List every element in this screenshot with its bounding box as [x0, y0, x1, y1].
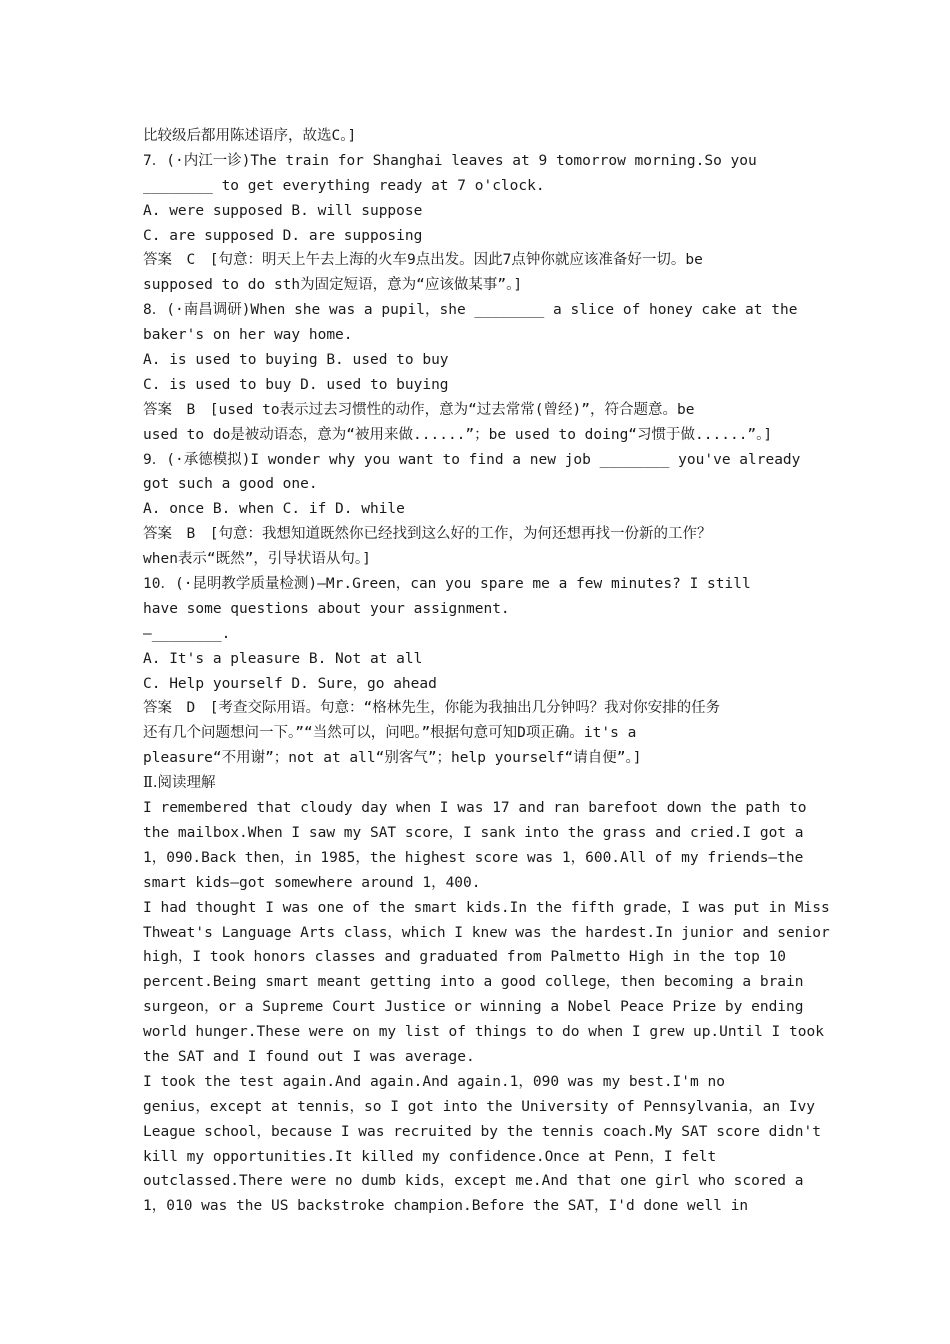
passage-line: I had thought I was one of the smart kids.In the fifth grade，I was put in Miss — [143, 899, 830, 916]
answer-line: 答案 C [句意：明天上午去上海的火车9点出发。因此7点钟你就应该准备好一切。be — [143, 252, 703, 269]
passage-line: the SAT and I found out I was average. — [143, 1048, 475, 1065]
passage-line: outclassed.There were no dumb kids，except me.And that one girl who scored a — [143, 1173, 804, 1190]
passage-line: smart kids—got somewhere around 1，400. — [143, 874, 481, 891]
option-line: A. It's a pleasure B. Not at all — [143, 650, 423, 667]
text-line: supposed to do sth为固定短语，意为“应该做某事”。] — [143, 277, 523, 294]
text-line: when表示“既然”，引导状语从句。] — [143, 551, 371, 568]
passage-line: world hunger.These were on my list of things to do when I grew up.Until I took — [143, 1024, 824, 1041]
passage-line: surgeon，or a Supreme Court Justice or winning a Nobel Peace Prize by ending — [143, 999, 804, 1016]
passage-line: Thweat's Language Arts class，which I knew was the hardest.In junior and senior — [143, 924, 830, 941]
passage-line: 1，090.Back then，in 1985，the highest score was 1，600.All of my friends—the — [143, 849, 804, 866]
passage-line: 1，010 was the US backstroke champion.Before the SAT，I'd done well in — [143, 1198, 749, 1215]
option-line: C. is used to buy D. used to buying — [143, 376, 449, 393]
text-line: 还有几个问题想问一下。”“当然可以，问吧。”根据句意可知D项正确。it's a — [143, 725, 637, 742]
text-line: 比较级后都用陈述语序，故选C。] — [143, 128, 357, 144]
text-line: baker's on her way home. — [143, 327, 353, 344]
option-line: C. are supposed D. are supposing — [143, 227, 423, 244]
option-line: A. once B. when C. if D. while — [143, 501, 405, 518]
document-page — [143, 124, 830, 1219]
question-7-line: 7．(·内江一诊)The train for Shanghai leaves at 9 tomorrow morning.So you — [143, 152, 757, 169]
text-line: —________. — [143, 625, 231, 642]
option-line: A. were supposed B. will suppose — [143, 202, 423, 219]
answer-line: 答案 D [考查交际用语。句意：“格林先生，你能为我抽出几分钟吗？我对你安排的任务 — [143, 700, 721, 717]
text-line: got such a good one. — [143, 476, 318, 493]
option-line: C. Help yourself D. Sure，go ahead — [143, 675, 437, 692]
passage-line: I took the test again.And again.And again.1，090 was my best.I'm no — [143, 1073, 725, 1090]
passage-line: genius，except at tennis，so I got into the University of Pennsylvania，an Ivy — [143, 1098, 816, 1115]
passage-line: League school，because I was recruited by the tennis coach.My SAT score didn't — [143, 1123, 821, 1140]
passage-line: percent.Being smart meant getting into a good college，then becoming a brain — [143, 974, 804, 991]
text-line: pleasure“不用谢”；not at all“别客气”；help yourself“请自便”。] — [143, 750, 642, 767]
text-line: used to do是被动语态，意为“被用来做......”；be used to doing“习惯于做......”。] — [143, 426, 773, 443]
question-10-line: 10．(·昆明教学质量检测)—Mr.Green，can you spare me a few minutes? I still — [143, 576, 751, 593]
passage-line: high，I took honors classes and graduated from Palmetto High in the top 10 — [143, 949, 787, 966]
text-line: ________ to get everything ready at 7 o'clock. — [143, 177, 545, 194]
passage-line: I remembered that cloudy day when I was 17 and ran barefoot down the path to — [143, 800, 807, 817]
question-9-line: 9．(·承德模拟)I wonder why you want to find a new job ________ you've already — [143, 451, 801, 468]
answer-line: 答案 B [句意：我想知道既然你已经找到这么好的工作，为何还想再找一份新的工作？ — [143, 526, 712, 543]
text-line: have some questions about your assignment. — [143, 600, 510, 617]
question-8-line: 8．(·南昌调研)When she was a pupil，she ________ a slice of honey cake at the — [143, 302, 798, 319]
passage-line: the mailbox.When I saw my SAT score，I sank into the grass and cried.I got a — [143, 824, 804, 841]
passage-line: kill my opportunities.It killed my confidence.Once at Penn，I felt — [143, 1148, 717, 1165]
section-heading: Ⅱ.阅读理解 — [143, 775, 216, 792]
answer-line: 答案 B [used to表示过去习惯性的动作，意为“过去常常(曾经)”，符合题意。be — [143, 401, 695, 418]
option-line: A. is used to buying B. used to buy — [143, 352, 449, 369]
